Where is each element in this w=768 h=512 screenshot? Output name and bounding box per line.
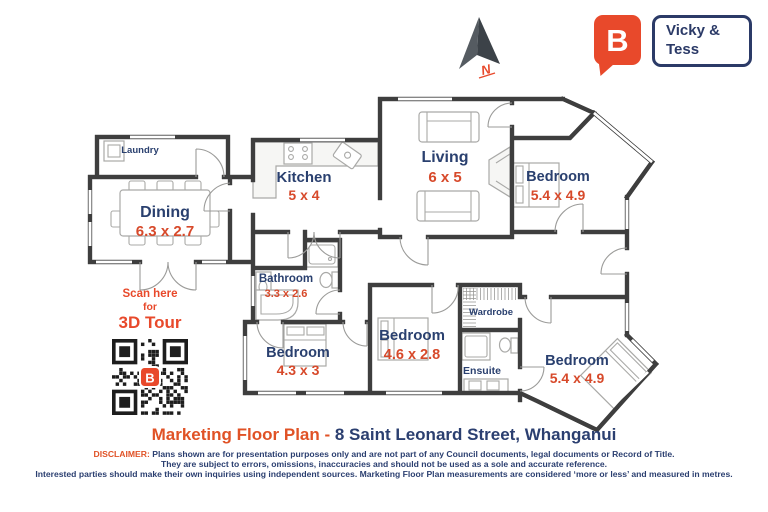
disclaimer-line1 <box>0 449 768 459</box>
scan-line3: 3D Tour <box>118 313 182 333</box>
room-dims: 4.3 x 3 <box>276 362 320 378</box>
brand-name-line2: Tess <box>666 41 700 58</box>
room-name: Bathroom <box>258 273 314 285</box>
brand-name-box <box>652 15 752 67</box>
scan-line1: Scan here <box>122 288 178 300</box>
room-dims: 5.4 x 4.9 <box>530 187 586 203</box>
room-name: Bedroom <box>379 327 445 344</box>
scan-cta <box>96 288 204 420</box>
brand-logo <box>594 15 752 67</box>
room-label-living <box>421 149 468 186</box>
room-label-kitchen <box>276 169 331 203</box>
shower-icon <box>306 242 338 267</box>
north-arrow-left-wing <box>459 17 479 69</box>
disclaimer-text1: Plans shown are for presentation purposes only and are not part of any Council documents, legal documents or Record of Title. <box>152 449 675 459</box>
logo-letter: B <box>606 22 629 58</box>
room-name: Laundry <box>121 145 159 156</box>
title-prefix: Marketing Floor Plan - <box>151 425 335 444</box>
room-label-wardrobe <box>469 307 513 318</box>
north-label: N <box>479 61 493 79</box>
footer-title <box>0 425 768 445</box>
brand-name-line1: Vicky & <box>666 22 720 40</box>
room-label-laundry <box>121 145 159 156</box>
toilet-icon <box>500 338 519 353</box>
room-label-bedroom-bottom-right <box>545 353 609 386</box>
room-label-ensuite <box>463 365 501 377</box>
scan-line2: for <box>143 301 157 314</box>
toilet-icon <box>320 272 339 288</box>
room-name: Bedroom <box>545 353 609 369</box>
room-name: Ensuite <box>463 365 501 377</box>
disclaimer-label: DISCLAIMER: <box>93 449 150 459</box>
double-vanity-icon <box>464 379 508 392</box>
room-dims: 5.4 x 4.9 <box>549 370 605 386</box>
fireplace-icon <box>489 147 510 197</box>
disclaimer-line2: They are subject to errors, omissions, inaccuracies and should not be used as a sole and accurate reference. <box>160 459 608 470</box>
room-dims: 5 x 4 <box>288 187 320 203</box>
qr-code <box>112 339 188 415</box>
room-dims: 4.6 x 2.8 <box>383 347 441 363</box>
north-arrow-icon <box>446 12 510 82</box>
sofa-icon <box>417 112 479 221</box>
title-address: 8 Saint Leonard Street, Whanganui <box>334 425 617 444</box>
room-dims: 6.3 x 2.7 <box>135 223 195 240</box>
room-name: Dining <box>140 204 190 221</box>
north-arrow-right-wing <box>477 17 500 64</box>
room-dims: 6 x 5 <box>428 169 462 186</box>
room-name: Bedroom <box>266 345 330 361</box>
shower-icon <box>462 333 490 360</box>
disclaimer <box>0 449 768 479</box>
qr-logo-letter: B <box>145 370 155 386</box>
room-name: Bedroom <box>526 169 590 185</box>
speech-bubble-tail <box>599 64 614 76</box>
logo-speech-bubble-icon <box>594 15 641 65</box>
room-dims: 3.3 x 2.6 <box>264 288 308 300</box>
room-name: Living <box>421 149 469 166</box>
room-name: Wardrobe <box>469 307 513 318</box>
room-name: Kitchen <box>276 169 332 186</box>
disclaimer-line3: Interested parties should make their own inquiries using independent sources. Marketing Floor Plan measurements are considered ‘more or less’ and measured in metres. <box>35 469 733 480</box>
